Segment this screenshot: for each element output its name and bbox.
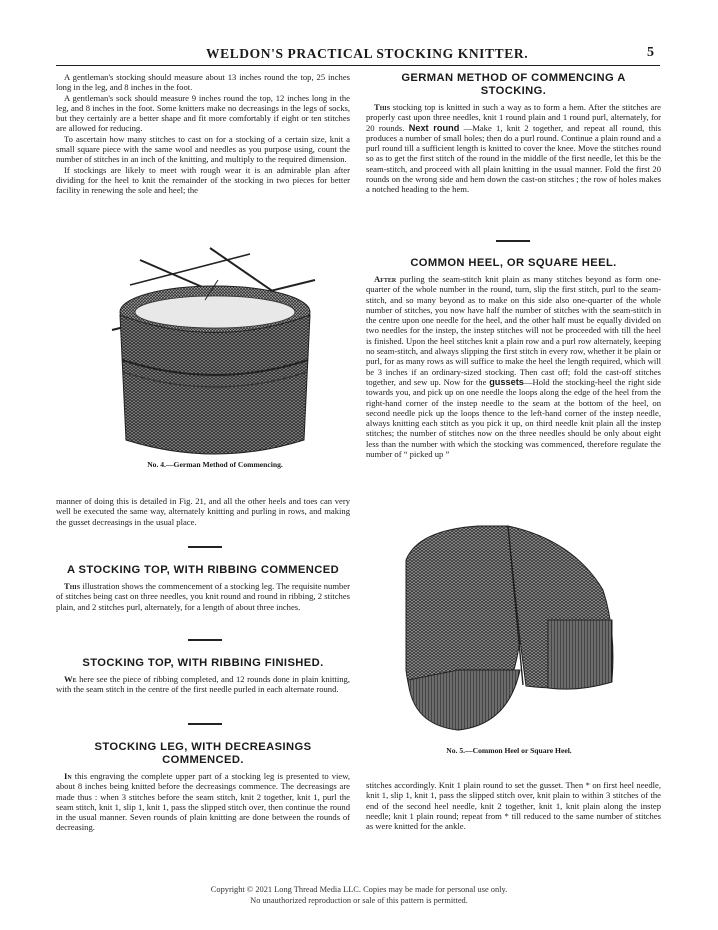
section-german-method	[366, 72, 661, 195]
section-paragraph: In this engraving the complete upper part of a stocking leg is presented to view, about 8 inches being knitted before the decreasings commence. The decreasings are made thus : when 3 stitches before the seam stitch, knit 2 together, knit 1, purl the seam stitch, knit 1, slip 1, knit 1, pass the slipped stitch over, then continue the round in the usual manner. Seven rounds of plain knitting are done between the rounds of decreasing.	[56, 771, 350, 833]
running-title: WELDON'S PRACTICAL STOCKING KNITTER.	[206, 46, 529, 61]
figure-german-method	[100, 240, 330, 458]
right-continuation	[366, 780, 661, 831]
continuation-paragraph: stitches accordingly. Knit 1 plain round to set the gusset. Then * on first heel needle, knit 1, slip 1, knit 1, pass the slipped stitch over, knit plain to within 3 stitches of the end of the second heel needle, knit 2 together, knit 1, knit plain along the instep needle; knit 1 plain round; repeat from * till reduced to the same number of stitches as were knitted for the ankle.	[366, 780, 661, 832]
page-number: 5	[647, 45, 654, 60]
left-intro	[56, 72, 350, 196]
page-header	[56, 44, 660, 66]
section-heading: STOCKING TOP, WITH RIBBING FINISHED.	[82, 657, 324, 669]
intro-paragraph: If stockings are likely to meet with rough wear it is an admirable plan after dividing for the heel to knit the remainder of the stocking in two pieces for better facility in renewing the sole and heel; the	[56, 164, 350, 196]
section-divider	[188, 723, 222, 725]
section-common-heel	[366, 257, 661, 459]
section-ribbing-commenced	[56, 564, 350, 612]
section-paragraph: After purling the seam-stitch knit plain as many stitches beyond as form one-quarter of the whole number in the round, turn, slip the first stitch, purl to the seam-stitch, and so many beyond as to make on this side also one-quarter of the whole number of stitches, you now have half the number of stitches with the seam-stitch in the centre upon one needle for the heel, and the other half must be equally divided on two needles for the instep, the instep stitches will not be proceeded with till the heel is finished. Upon the heel stitches knit a plain row and a purl row alternately, keeping no seam-stitch, and always slipping the first stitch in every row, whether it be plain or purl, for as many rows as will suffice to make the heel the length required, which will be 3 inches if an ordinary-sized stocking. Then cast off; fold the cast-off stitches together, and sew up. Now for the gussets—Hold the stocking-heel the right side towards you, and pick up on one needle the loops along the edge of the heel from the right-hand corner of the instep needle to the seam at the bottom of the heel, on second needle pick up the loops thence to the left-hand corner of the instep needle, always knitting each stitch as you pick it up, on third needle knit plain all the instep stitches; the number of stitches now on the three needles should be only about eight less than the number with which the stocking was commenced, therefore regulate the number of “ picked up ”	[366, 274, 661, 460]
continuation-paragraph: manner of doing this is detailed in Fig. 21, and all the other heels and toes can very well be executed the same way, alternately knitting and purling in rows, and making the gusset decreasings in the usual place.	[56, 496, 350, 527]
section-leg-decreasings	[56, 741, 350, 833]
section-ribbing-finished	[56, 657, 350, 695]
intro-paragraph: A gentleman's stocking should measure about 13 inches round the top, 25 inches long in the leg, and 8 inches in the foot.	[56, 72, 350, 93]
section-paragraph: This stocking top is knitted in such a way as to form a hem. After the stitches are properly cast upon three needles, knit 1 round plain and 1 round purl, alternately, for 20 rounds. Next round —Make 1, knit 2 together, and repeat all round, this produces a number of small holes; then do a purl round. Continue a plain round and a purl round till a sufficient length is knitted to cover the knee. Move the stitches round so as to get the first stitch of the round in the middle of the first needle, let this be the seam-stitch, and proceed with all plain knitting in the usual manner. Fold the first 20 rounds on the wrong side and hem down the cast-on stitches ; the row of holes makes a notched heading to the hem.	[366, 102, 661, 195]
section-heading: A STOCKING TOP, WITH RIBBING COMMENCED	[66, 564, 340, 576]
section-paragraph: This illustration shows the commencement of a stocking leg. The requisite number of stitches being cast on three needles, you knit round and round in ribbing, 2 stitches plain, and 2 stitches purl, alternately, for a length of about three inches.	[56, 581, 350, 612]
figure-caption: No. 5.—Common Heel or Square Heel.	[446, 746, 572, 755]
figure-caption: No. 4.—German Method of Commencing.	[147, 460, 283, 469]
section-divider	[496, 240, 530, 242]
copyright-line: No unauthorized reproduction or sale of this pattern is permitted.	[250, 896, 468, 905]
left-continuation	[56, 496, 350, 527]
section-heading: GERMAN METHOD OF COMMENCING A STOCKING.	[401, 72, 626, 97]
intro-paragraph: A gentleman's sock should measure 9 inches round the top, 12 inches long in the leg, and 8 inches in the foot. Some knitters make no decreasings in the legs of socks, but they certainly are a better shape and fit more comfortably if eight or ten stitches are allowed for reducing.	[56, 92, 350, 134]
section-paragraph: We here see the piece of ribbing completed, and 12 rounds done in plain knitting, with the seam stitch in the centre of the first needle purled in each alternate round.	[56, 674, 350, 695]
figure-common-heel	[398, 520, 620, 742]
section-heading: STOCKING LEG, WITH DECREASINGS COMMENCED.	[94, 741, 312, 766]
intro-paragraph: To ascertain how many stitches to cast on for a stocking of a certain size, knit a small square piece with the same wool and needles as you purpose using, count the number of stitches in an inch of the knitting, and multiply to the required dimension.	[56, 133, 350, 165]
copyright-line: Copyright © 2021 Long Thread Media LLC. Copies may be made for personal use only.	[210, 885, 508, 894]
copyright-footer	[0, 884, 718, 906]
section-heading: COMMON HEEL, OR SQUARE HEEL.	[410, 257, 617, 269]
section-divider	[188, 639, 222, 641]
section-divider	[188, 546, 222, 548]
